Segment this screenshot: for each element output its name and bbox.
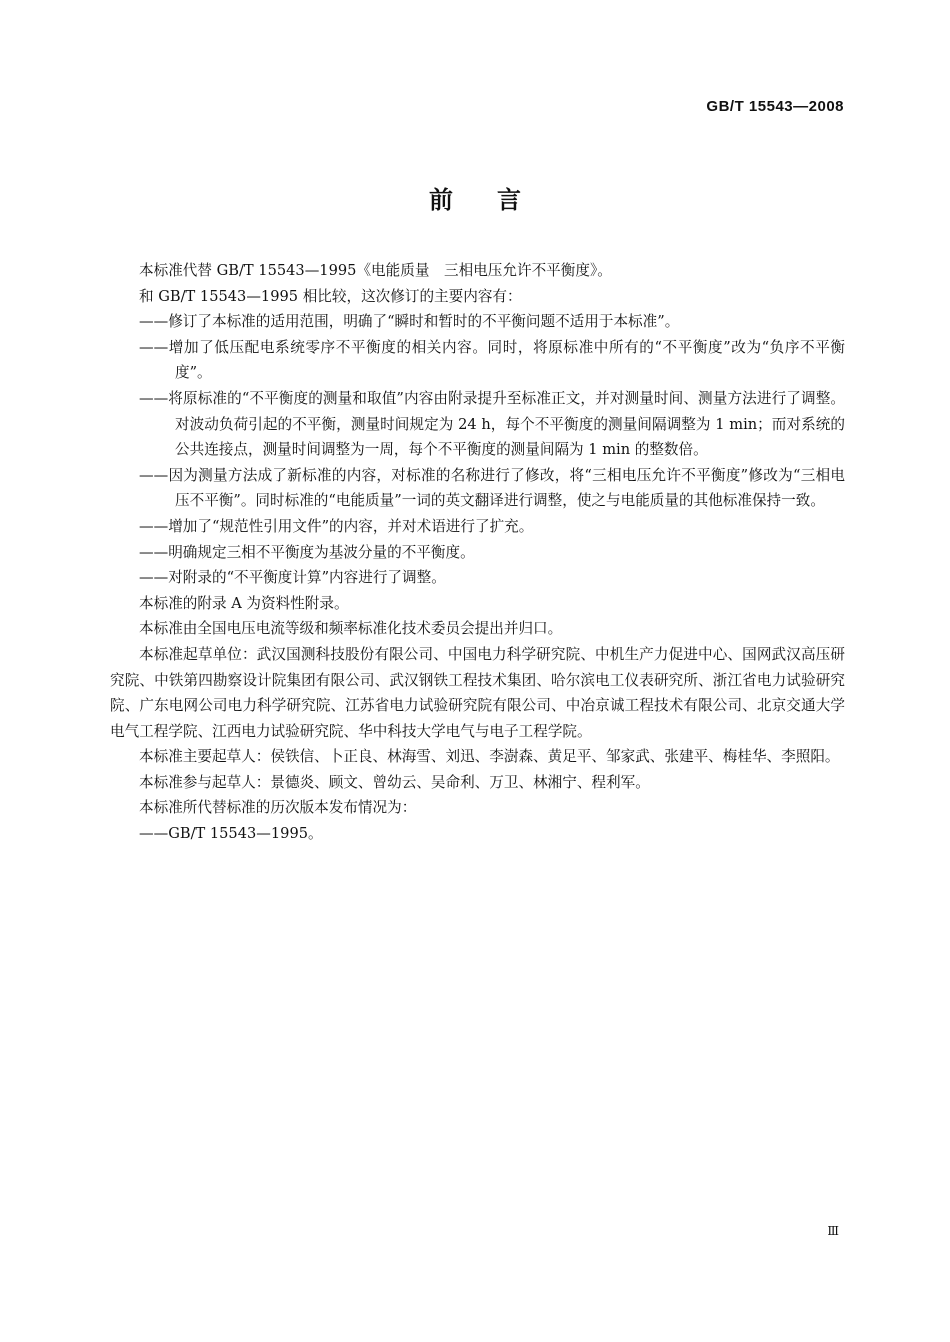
change-item: ——将原标准的“不平衡度的测量和取值”内容由附录提升至标准正文，并对测量时间、测量方法进行了调整。对波动负荷引起的不平衡，测量时间规定为 24 h，每个不平衡度的测量间隔调整为 1 min；而对系统的公共连接点，测量时间调整为一周，每个不平衡度的测量间隔为 1 min 的整数倍。 <box>139 389 845 459</box>
page-number: Ⅲ <box>827 1224 838 1238</box>
history-intro-paragraph: 本标准所代替标准的历次版本发布情况为： <box>139 799 417 817</box>
intro-paragraph: 本标准代替 GB/T 15543—1995《电能质量 三相电压允许不平衡度》。 <box>139 262 612 279</box>
change-item: ——增加了“规范性引用文件”的内容，并对术语进行了扩充。 <box>139 517 534 535</box>
participating-drafters-paragraph: 本标准参与起草人：景德炎、顾文、曾幼云、吴命利、万卫、林湘宁、程利军。 <box>139 773 650 791</box>
change-item: ——对附录的“不平衡度计算”内容进行了调整。 <box>139 569 446 587</box>
committee-paragraph: 本标准由全国电压电流等级和频率标准化技术委员会提出并归口。 <box>139 620 563 638</box>
page-title: 前言 <box>429 186 565 214</box>
change-item: ——修订了本标准的适用范围，明确了“瞬时和暂时的不平衡问题不适用于本标准”。 <box>139 313 680 331</box>
change-item: ——增加了低压配电系统零序不平衡度的相关内容。同时，将原标准中所有的“不平衡度”改为“负序不平衡度”。 <box>139 338 845 382</box>
drafting-units-paragraph: 本标准起草单位：武汉国测科技股份有限公司、中国电力科学研究院、中机生产力促进中心、国网武汉高压研究院、中铁第四勘察设计院集团有限公司、武汉钢铁工程技术集团、哈尔滨电工仪表研究所、浙江省电力试验研究院、广东电网公司电力科学研究院、江苏省电力试验研究院有限公司、中冶京诚工程技术有限公司、北京交通大学电气工程学院、江西电力试验研究院、华中科技大学电气与电子工程学院。 <box>110 645 845 740</box>
annex-paragraph: 本标准的附录 A 为资料性附录。 <box>139 594 349 612</box>
main-drafters-paragraph: 本标准主要起草人：侯铁信、卜正良、林海雪、刘迅、李澍森、黄足平、邹家武、张建平、梅桂华、李照阳。 <box>139 748 840 766</box>
intro-paragraph: 和 GB/T 15543—1995 相比较，这次修订的主要内容有： <box>139 287 522 305</box>
foreword-body <box>110 258 845 847</box>
change-item: ——因为测量方法成了新标准的内容，对标准的名称进行了修改，将“三相电压允许不平衡度”修改为“三相电压不平衡”。同时标准的“电能质量”一词的英文翻译进行调整，使之与电能质量的其他标准保持一致。 <box>139 466 845 510</box>
history-item: ——GB/T 15543—1995。 <box>139 825 323 843</box>
standard-number: GB/T 15543—2008 <box>706 98 844 115</box>
change-item: ——明确规定三相不平衡度为基波分量的不平衡度。 <box>139 543 475 561</box>
